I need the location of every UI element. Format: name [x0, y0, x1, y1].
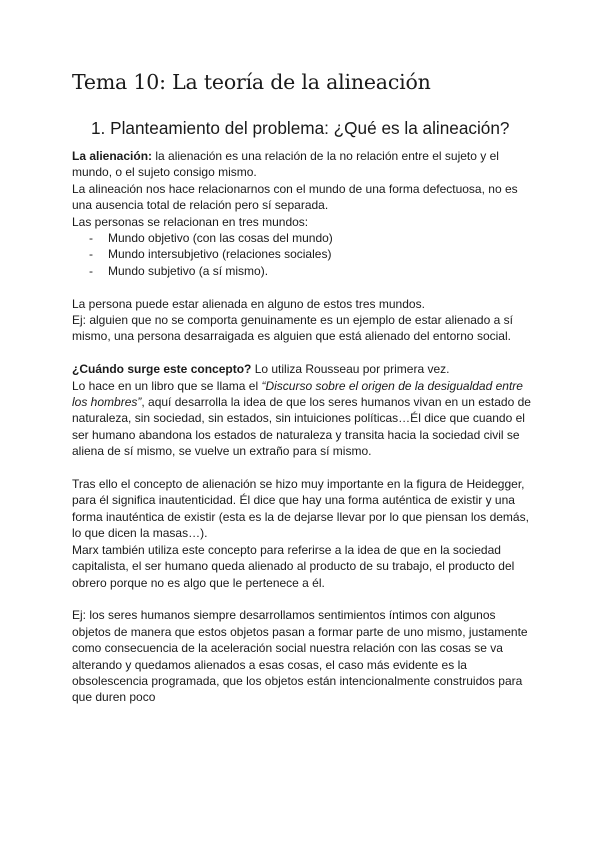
example-paragraph-1: Ej: alguien que no se comporta genuinamente es un ejemplo de estar alienado a sí mismo, una persona desarraigada es alguien que está alienado del entorno social.	[72, 313, 513, 344]
book-title: “Discurso sobre el origen de la desigualdad entre los hombres”	[72, 378, 523, 410]
when-answer: Lo utiliza Rousseau por primera vez.	[251, 362, 450, 377]
list-item-text: Mundo objetivo (con las cosas del mundo)	[108, 231, 333, 246]
list-item	[72, 230, 532, 246]
document-title: Tema 10: La teoría de la alineación	[72, 70, 431, 94]
paragraph-gap	[72, 345, 532, 361]
list-item-text: Mundo intersubjetivo (relaciones sociales)	[108, 247, 332, 262]
worlds-intro: Las personas se relacionan en tres mundos:	[72, 214, 309, 229]
rousseau-before: Lo hace en un libro que se llama el	[72, 378, 262, 393]
when-paragraph	[72, 361, 532, 377]
when-question: ¿Cuándo surge este concepto?	[72, 362, 252, 377]
worlds-list	[72, 230, 532, 279]
bullet-dash: -	[89, 247, 93, 262]
paragraph-gap	[72, 591, 532, 607]
definition-paragraph	[72, 148, 532, 181]
alienated-paragraph: La persona puede estar alienada en alguno de estos tres mundos.	[72, 296, 425, 311]
list-item	[72, 263, 532, 279]
paragraph-gap	[72, 460, 532, 476]
list-item-text: Mundo subjetivo (a sí mismo).	[108, 263, 269, 278]
bullet-dash: -	[89, 263, 93, 278]
section-heading: 1. Planteamiento del problema: ¿Qué es la alineación?	[91, 118, 510, 138]
definition-term: La alienación:	[72, 149, 153, 163]
definition-text: la alienación es una relación de la no relación entre el sujeto y el mundo, o el sujeto consigo mismo.	[72, 149, 499, 180]
document-body	[72, 148, 532, 706]
list-item	[72, 246, 532, 262]
paragraph-gap	[72, 279, 532, 295]
bullet-dash: -	[89, 231, 93, 246]
rousseau-paragraph	[72, 378, 532, 460]
example-paragraph-2: Ej: los seres humanos siempre desarrollamos sentimientos íntimos con algunos objetos de manera que estos objetos pasan a formar parte de uno mismo, justamente como consecuencia de la aceleración social nuestra relación con las cosas se va alterando y quedamos alienados a esas cosas, el caso más evidente es la obsolescencia programada, que los objetos están intencionalmente construidos para que duren poco	[72, 608, 528, 705]
marx-paragraph: Marx también utiliza este concepto para referirse a la idea de que en la sociedad capitalista, el ser humano queda alienado al producto de su trabajo, el producto del obrero porque no es algo que le pertenece a él.	[72, 542, 515, 590]
relation-paragraph: La alineación nos hace relacionarnos con el mundo de una forma defectuosa, no es una ausencia total de relación pero sí separada.	[72, 181, 518, 213]
heidegger-paragraph: Tras ello el concepto de alienación se hizo muy importante en la figura de Heidegger, para él significa inautenticidad. Él dice que hay una forma auténtica de existir y una forma inauténtica de existir (esta es la de dejarse llevar por lo que piensan los demás, lo que dicen la masas…).	[72, 477, 529, 541]
rousseau-after: , aquí desarrolla la idea de que los seres humanos vivan en un estado de naturaleza, sin sociedad, sin estados, sin intuiciones políticas…Él dice que cuando el ser humano abandona los estados de naturaleza y transita hacia la sociedad civil se aliena de sí mismo, se vuelve un extraño para sí mismo.	[72, 395, 531, 459]
